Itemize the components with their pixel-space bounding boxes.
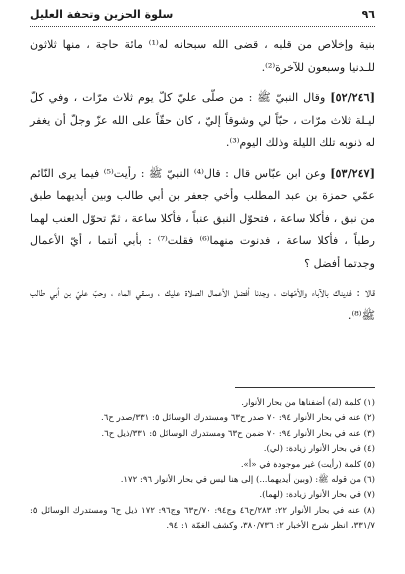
paragraph-2 (30, 86, 375, 155)
footnote: (٥) كلمة (رأيت) غير موجودة في «أ». (240, 459, 375, 470)
footnote: (٨) عنه في بحار الأنوار ٢٢: ٢٨٣/ح٤٦ وج٩٤: ٧٠/ح٦٣ وج٩٦: ١٧٢ ذيل ح٦ ومستدرك الوسائل ٥: ٣٣١/٧، انظر شرح الأخبار ٢: ٣٨٠/٧٣٦، وكشف الغمّة ١: ٩٤. (30, 505, 376, 532)
page-number: ٩٦ (361, 8, 375, 21)
footnote: (٤) في بحار الأنوار زيادة: (لي). (263, 444, 375, 455)
hadith-number: [٥٢/٢٤٦] (330, 90, 375, 104)
paragraph-3-text: وعن ابن عبّاس قال : قال⁽⁴⁾ النبيّ ﷺ : رأيت⁽⁵⁾ فيما يرى النّائم عمّي حمزة بن عبد المطلب وأخي جعفر بن أبي طالب وبين أيديهما طبق من نبق ، فأكلا ساعة ، فتحوّل النبق عنباً ، فأكلا ساعة ، ثمّ تحوّل العنب لهما رطباً ، فأكلا ساعة ، فدنوت منهما⁽⁶⁾ فقلت⁽⁷⁾ : بأبي أنتما ، أيّ الأعمال وجدتما أفضل ؟ (30, 166, 375, 270)
footnote: (٧) في بحار الأنوار زيادة: (لهما). (259, 490, 375, 501)
running-header (30, 8, 375, 27)
paragraph-2-text: وقال النبيّ ﷺ : من صلّى عليّ كلّ يوم ثلاث مرّات ، وفي كلّ ليـلة ثلاث مرّات ، حبّاً لي وشوقاً إليّ ، كان حقّاً على الله عزّ وجلّ أن يغفر له ذنوبه تلك الليلة وذلك اليوم⁽³⁾. (30, 91, 375, 149)
footnote: (١) كلمة (له) أضفناها من بحار الأنوار. (241, 398, 375, 408)
book-title: سلوة الحزين وتحفة العليل (30, 8, 174, 21)
footnote: (٣) عنه في بحار الأنوار ٩٤: ٧٠ ضمن ح٦٣ ومستدرك الوسائل ٥: ٣٣١/ذيل ح٦. (101, 428, 375, 439)
footnote: (٦) من قوله ﷺ: (وبين أيديهما...) إلى هنا ليس في بحار الأنوار ٩٦: ١٧٢. (120, 475, 375, 486)
paragraph-1: بنية وإخلاص من قلبه ، قضى الله سبحانه له⁽¹⁾ مائة حاجة ، منها ثلاثون للـدنيا وسبعون للآخرة⁽²⁾. (30, 38, 375, 74)
footnote-separator (235, 387, 375, 388)
paragraph-4: قالا : فديناك بالآباء والأمّهات ، وجدنا أفضل الأعمال الصلاة عليك ، وسـقي الماء ، وحبّ عليّ بن أبي طالب ﷺ⁽⁸⁾. (30, 286, 375, 322)
footnote: (٢) عنه في بحار الأنوار ٩٤: ٧٠ صدر ح٦٣ ومستدرك الوسائل ٥: ٣٣١/صدر ح٦. (100, 413, 375, 424)
paragraph-3 (30, 162, 375, 276)
footnotes (30, 396, 375, 535)
hadith-number: [٥٣/٢٤٧] (330, 165, 375, 180)
main-text (30, 34, 375, 327)
